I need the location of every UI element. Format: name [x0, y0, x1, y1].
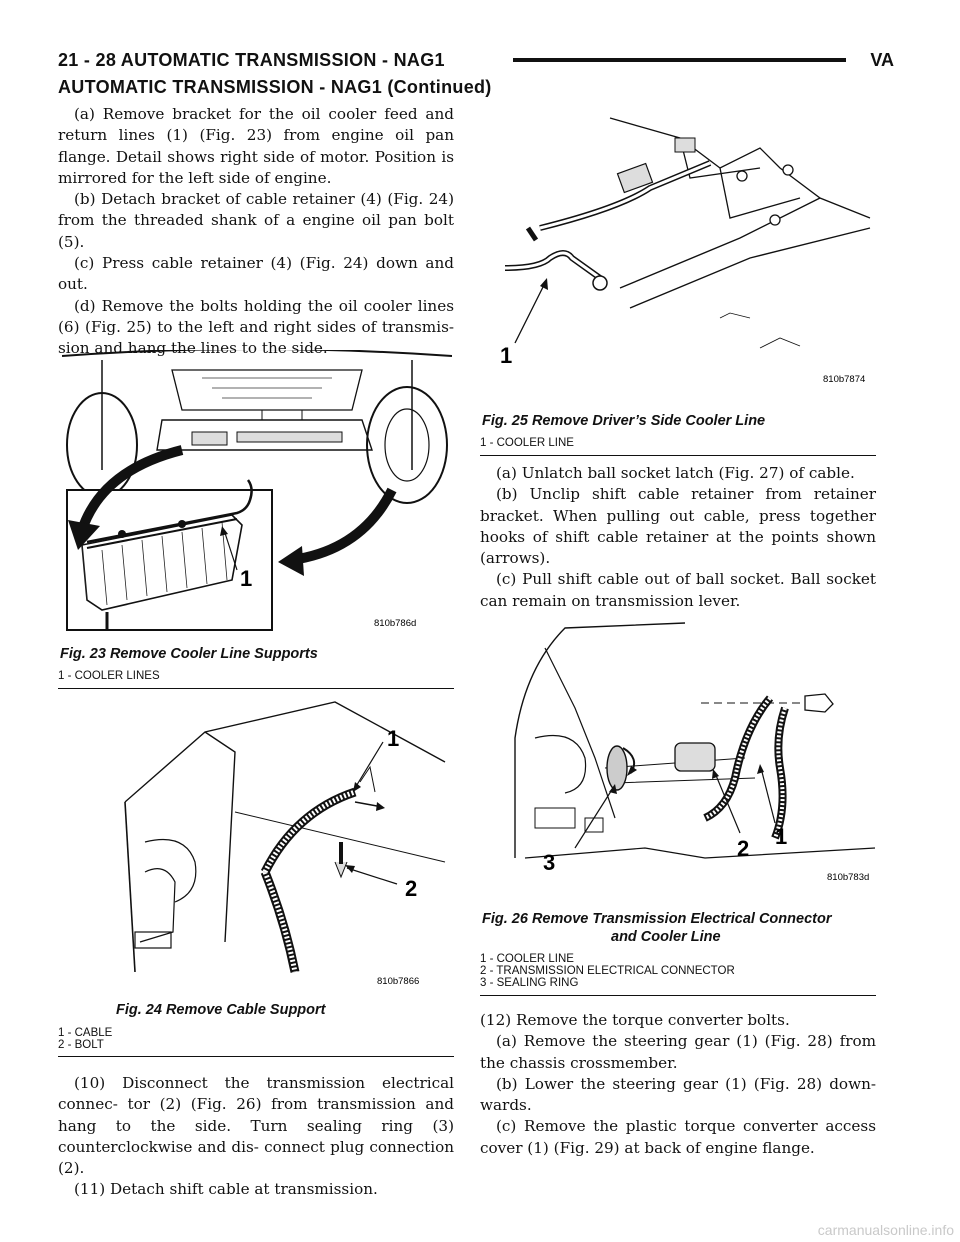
left-column-text-top [58, 104, 454, 360]
paragraph: (a) Remove bracket for the oil cooler feed and return lines (1) (Fig. 23) from engine oil pan flange. Detail shows right side of motor. Position is mirrored for the left side of engine. [58, 105, 454, 187]
paragraph: (b) Lower the steering gear (1) (Fig. 28) down- wards. [480, 1074, 876, 1115]
figure-id: 810b7866 [377, 976, 420, 987]
figure-caption-line2: and Cooler Line [611, 929, 721, 945]
callout-label: 2 [737, 836, 750, 861]
legend-item: 2 - TRANSMISSION ELECTRICAL CONNECTOR [480, 965, 735, 977]
paragraph: (10) Disconnect the transmission electrical connec- tor (2) (Fig. 26) from transmission and hang to the side. Turn sealing ring (3) counterclockwise and dis- connect plug connection (2). [58, 1074, 454, 1178]
legend-item: 1 - COOLER LINE [480, 953, 574, 965]
figure-26-illustration [505, 618, 880, 886]
figure-id: 810b786d [374, 618, 417, 629]
section-title: AUTOMATIC TRANSMISSION - NAG1 (Continued) [58, 77, 492, 97]
right-column-text-middle [480, 463, 876, 612]
figure-caption: Fig. 24 Remove Cable Support [116, 1002, 326, 1018]
right-column-text-bottom [480, 1010, 876, 1159]
watermark: carmanualsonline.info [817, 1222, 954, 1238]
paragraph: (c) Press cable retainer (4) (Fig. 24) down and out. [58, 254, 454, 294]
page-reference: 21 - 28 AUTOMATIC TRANSMISSION - NAG1 [58, 50, 445, 70]
paragraph: (c) Remove the plastic torque converter access cover (1) (Fig. 29) at back of engine flange. [480, 1117, 876, 1157]
callout-label: 1 [240, 566, 253, 591]
figure-24-illustration [115, 692, 460, 992]
paragraph: (c) Pull shift cable out of ball socket. Ball socket can remain on transmission lever. [480, 570, 876, 610]
figure-rule [480, 455, 876, 456]
callout-label: 1 [775, 824, 788, 849]
figure-legend [58, 1027, 112, 1051]
legend-item: 1 - COOLER LINES [58, 670, 160, 682]
paragraph: (a) Unlatch ball socket latch (Fig. 27) of cable. [496, 464, 855, 482]
paragraph: (12) Remove the torque converter bolts. [480, 1011, 790, 1029]
figure-legend [58, 670, 160, 682]
callout-label: 1 [500, 343, 513, 368]
legend-item: 1 - COOLER LINE [480, 437, 574, 449]
paragraph: (11) Detach shift cable at transmission. [74, 1180, 378, 1199]
left-column-text-bottom [58, 1073, 454, 1201]
paragraph: (a) Remove the steering gear (1) (Fig. 28) from the chassis crossmember. [480, 1032, 876, 1072]
figure-id: 810b783d [827, 872, 870, 883]
figure-23-illustration [62, 350, 452, 640]
figure-caption: Fig. 26 Remove Transmission Electrical Connector [482, 911, 832, 927]
figure-legend [480, 437, 574, 449]
callout-label: 1 [387, 726, 400, 751]
figure-rule [480, 995, 876, 996]
figure-caption: Fig. 23 Remove Cooler Line Supports [60, 646, 318, 662]
callout-label: 2 [405, 876, 418, 901]
paragraph: (b) Unclip shift cable retainer from retainer bracket. When pulling out cable, press together hooks of shift cable retainer at the points shown (arrows). [480, 485, 876, 568]
paragraph: (b) Detach bracket of cable retainer (4) (Fig. 24) from the threaded shank of a engine oil pan bolt (5). [58, 190, 454, 251]
figure-legend [480, 953, 735, 989]
paragraph: (d) Remove the bolts holding the oil cooler lines (6) (Fig. 25) to the left and right sides of transmis- sion and hang the lines to the side. [58, 296, 454, 358]
figure-id: 810b7874 [823, 374, 866, 385]
legend-item: 2 - BOLT [58, 1039, 104, 1051]
callout-label: 3 [543, 850, 556, 875]
figure-rule [58, 688, 454, 689]
legend-item: 3 - SEALING RING [480, 977, 579, 989]
legend-item: 1 - CABLE [58, 1027, 113, 1039]
model-code: VA [870, 50, 894, 70]
figure-caption: Fig. 25 Remove Driver’s Side Cooler Line [482, 413, 766, 429]
figure-rule [58, 1056, 454, 1057]
header-rule [513, 58, 846, 62]
page-header [58, 50, 894, 74]
figure-25-illustration [480, 108, 880, 393]
